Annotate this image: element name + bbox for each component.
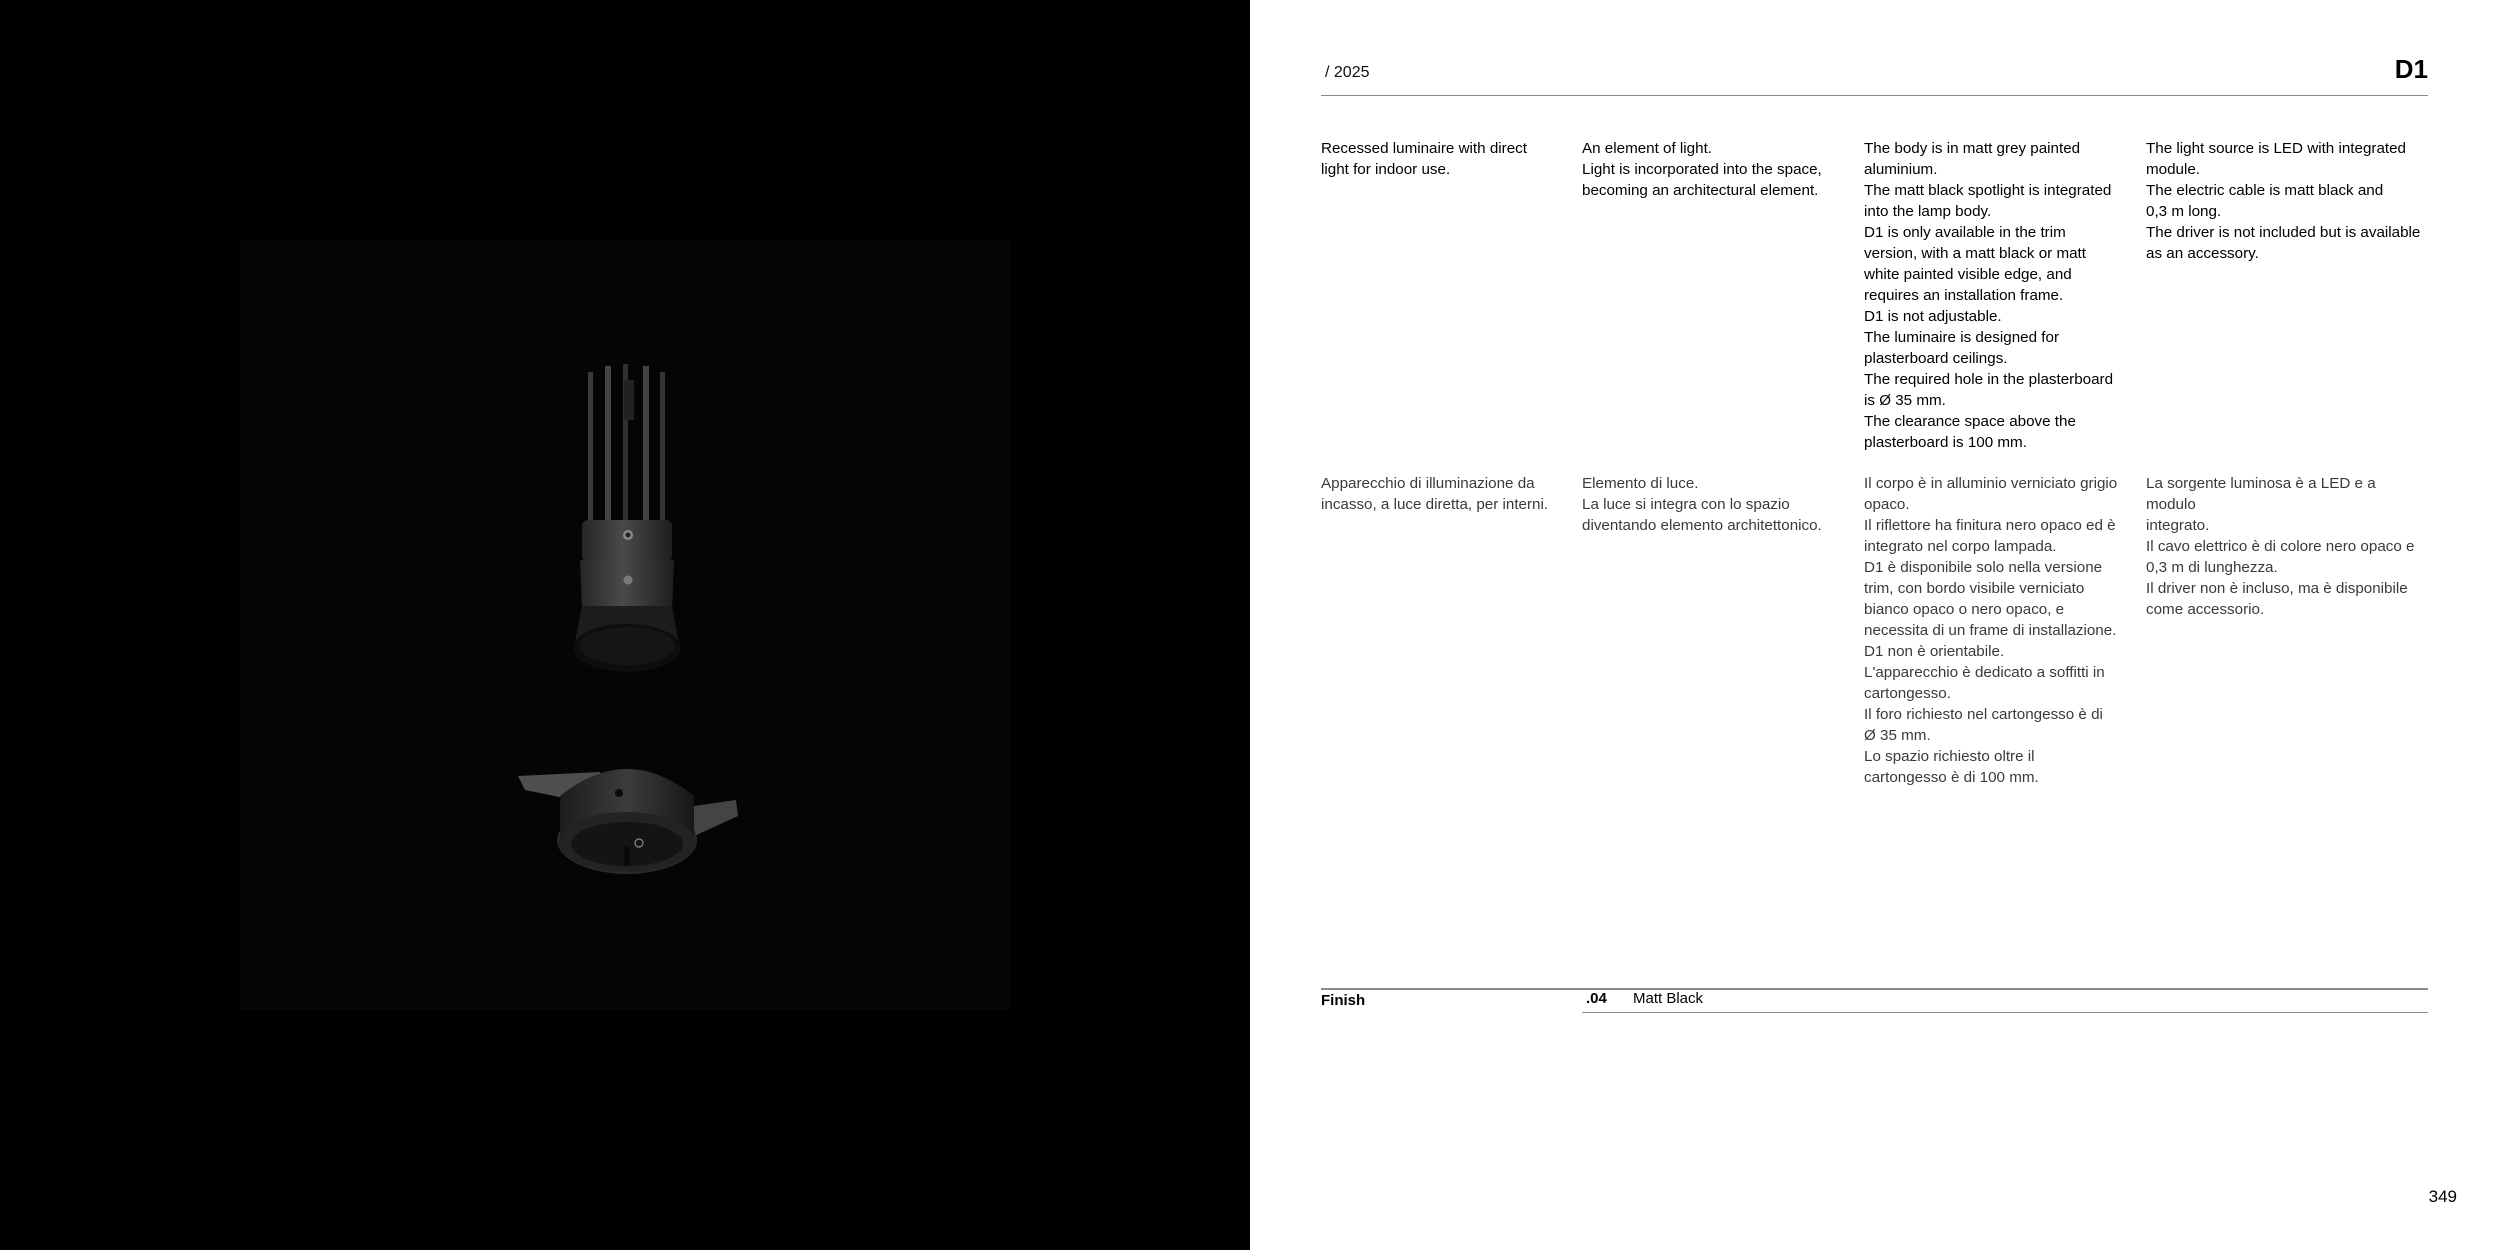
finish-code: .04 bbox=[1586, 990, 1607, 1007]
it-description-col-2: Elemento di luce. La luce si integra con lo spazio diventando elemento architettonico. bbox=[1582, 475, 1822, 534]
en-description-col-1: Recessed luminaire with direct light for indoor use. bbox=[1321, 140, 1527, 178]
finish-name: Matt Black bbox=[1633, 990, 1704, 1007]
installation-frame bbox=[518, 769, 738, 874]
finish-label: Finish bbox=[1321, 992, 1366, 1009]
en-description-col-3: The body is in matt grey painted aluminium. The matt black spotlight is integrated into the lamp body. D1 is only available in the trim version, with a matt black or matt white painted visible edge, and requires an installation frame. D1 is not adjustable. The luminaire is designed for plasterboard ceilings. The required hole in the plasterboard is Ø 35 mm. The clearance space above the plasterboard is 100 mm. bbox=[1864, 140, 2114, 451]
it-description-col-3: Il corpo è in alluminio verniciato grigio opaco. Il riflettore ha finitura nero opaco ed è integrato nel corpo lampada. D1 è disponibile solo nella versione trim, con bordo visibile verniciato bianco opaco o nero opaco, e necessita di un frame di installazione. D1 non è orientabile. L'apparecchio è dedicato a soffitti in cartongesso. Il foro richiesto nel cartongesso è di Ø 35 mm. Lo spazio richiesto oltre il cartongesso è di 100 mm. bbox=[1864, 475, 2118, 786]
model-code: D1 bbox=[2394, 54, 2428, 84]
en-description-col-4: The light source is LED with integrated module. The electric cable is matt black and 0,3 m long. The driver is not included but is available as an accessory. bbox=[2146, 140, 2421, 262]
en-description-col-2: An element of light. Light is incorporated into the space, becoming an architectural element. bbox=[1582, 140, 1822, 199]
it-description-col-4: La sorgente luminosa è a LED e a modulo integrato. Il cavo elettrico è di colore nero opaco e 0,3 m di lunghezza. Il driver non è incluso, ma è disponibile come accessorio. bbox=[2146, 475, 2415, 618]
page-number: 349 bbox=[2428, 1187, 2457, 1206]
year-label: / 2025 bbox=[1325, 64, 1370, 81]
it-description-col-1: Apparecchio di illuminazione da incasso, a luce diretta, per interni. bbox=[1321, 475, 1549, 513]
finish-row bbox=[1582, 988, 2428, 1013]
page-header bbox=[1321, 52, 2428, 96]
luminaire-body bbox=[573, 364, 681, 672]
spec-page bbox=[1250, 0, 2500, 1250]
